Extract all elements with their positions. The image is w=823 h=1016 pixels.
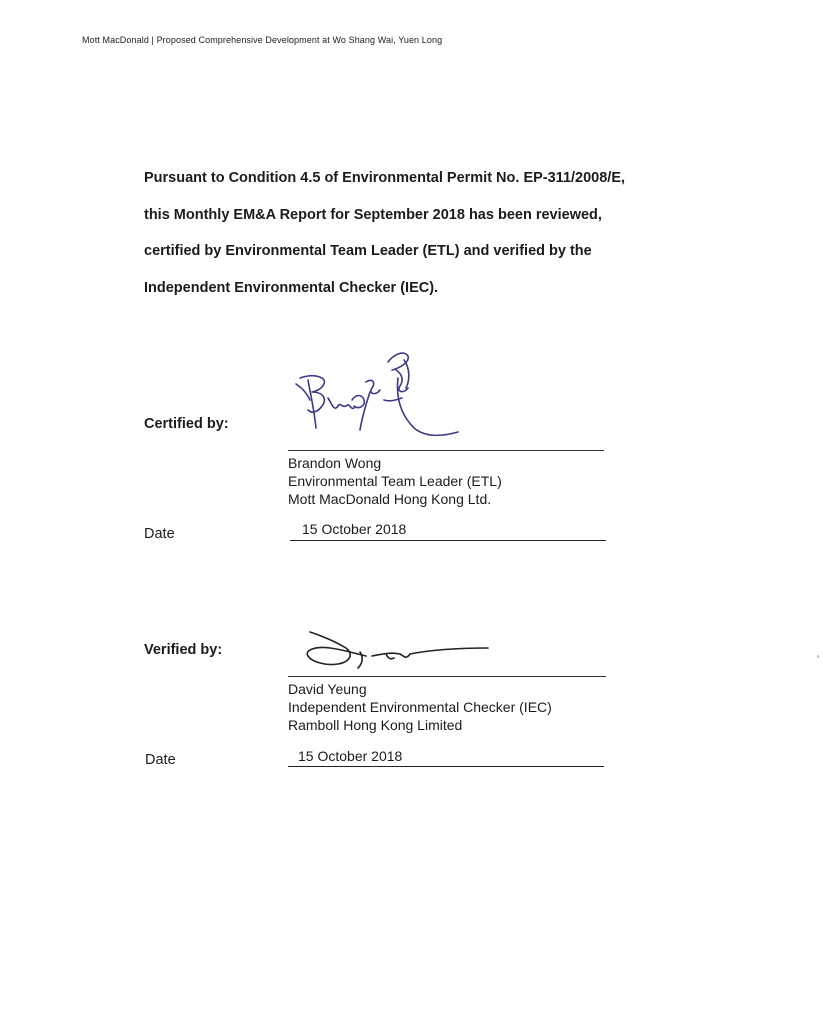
certified-date-label: Date bbox=[144, 526, 175, 542]
verified-date-label: Date bbox=[145, 752, 176, 768]
verified-date-line bbox=[288, 766, 604, 767]
etl-name: Brandon Wong bbox=[288, 455, 382, 471]
certified-date-line bbox=[290, 540, 606, 541]
statement-line: this Monthly EM&A Report for September 2018 has been reviewed, bbox=[144, 206, 602, 223]
verified-by-label: Verified by: bbox=[144, 642, 223, 658]
iec-name: David Yeung bbox=[288, 681, 367, 697]
statement-line: Pursuant to Condition 4.5 of Environmental Permit No. EP-311/2008/E, bbox=[144, 170, 626, 186]
running-header: Mott MacDonald | Proposed Comprehensive Development at Wo Shang Wai, Yuen Long bbox=[82, 35, 443, 45]
certified-signature-line bbox=[288, 450, 604, 451]
iec-organization: Ramboll Hong Kong Limited bbox=[288, 717, 463, 733]
iec-signatory-block bbox=[288, 680, 552, 734]
verified-signature-line bbox=[288, 676, 606, 677]
scan-speck bbox=[817, 655, 819, 658]
etl-signatory-block bbox=[288, 454, 502, 508]
iec-signature bbox=[300, 624, 500, 674]
etl-organization: Mott MacDonald Hong Kong Ltd. bbox=[288, 491, 492, 507]
certified-by-label: Certified by: bbox=[144, 416, 229, 432]
etl-signature bbox=[292, 348, 472, 444]
statement-line: Independent Environmental Checker (IEC). bbox=[144, 279, 439, 296]
certified-date: 15 October 2018 bbox=[302, 521, 407, 537]
verified-date: 15 October 2018 bbox=[298, 748, 403, 764]
statement-line: certified by Environmental Team Leader (ETL) and verified by the bbox=[144, 243, 592, 259]
etl-role: Environmental Team Leader (ETL) bbox=[288, 473, 502, 489]
certification-statement bbox=[144, 168, 744, 314]
iec-role: Independent Environmental Checker (IEC) bbox=[288, 699, 552, 715]
